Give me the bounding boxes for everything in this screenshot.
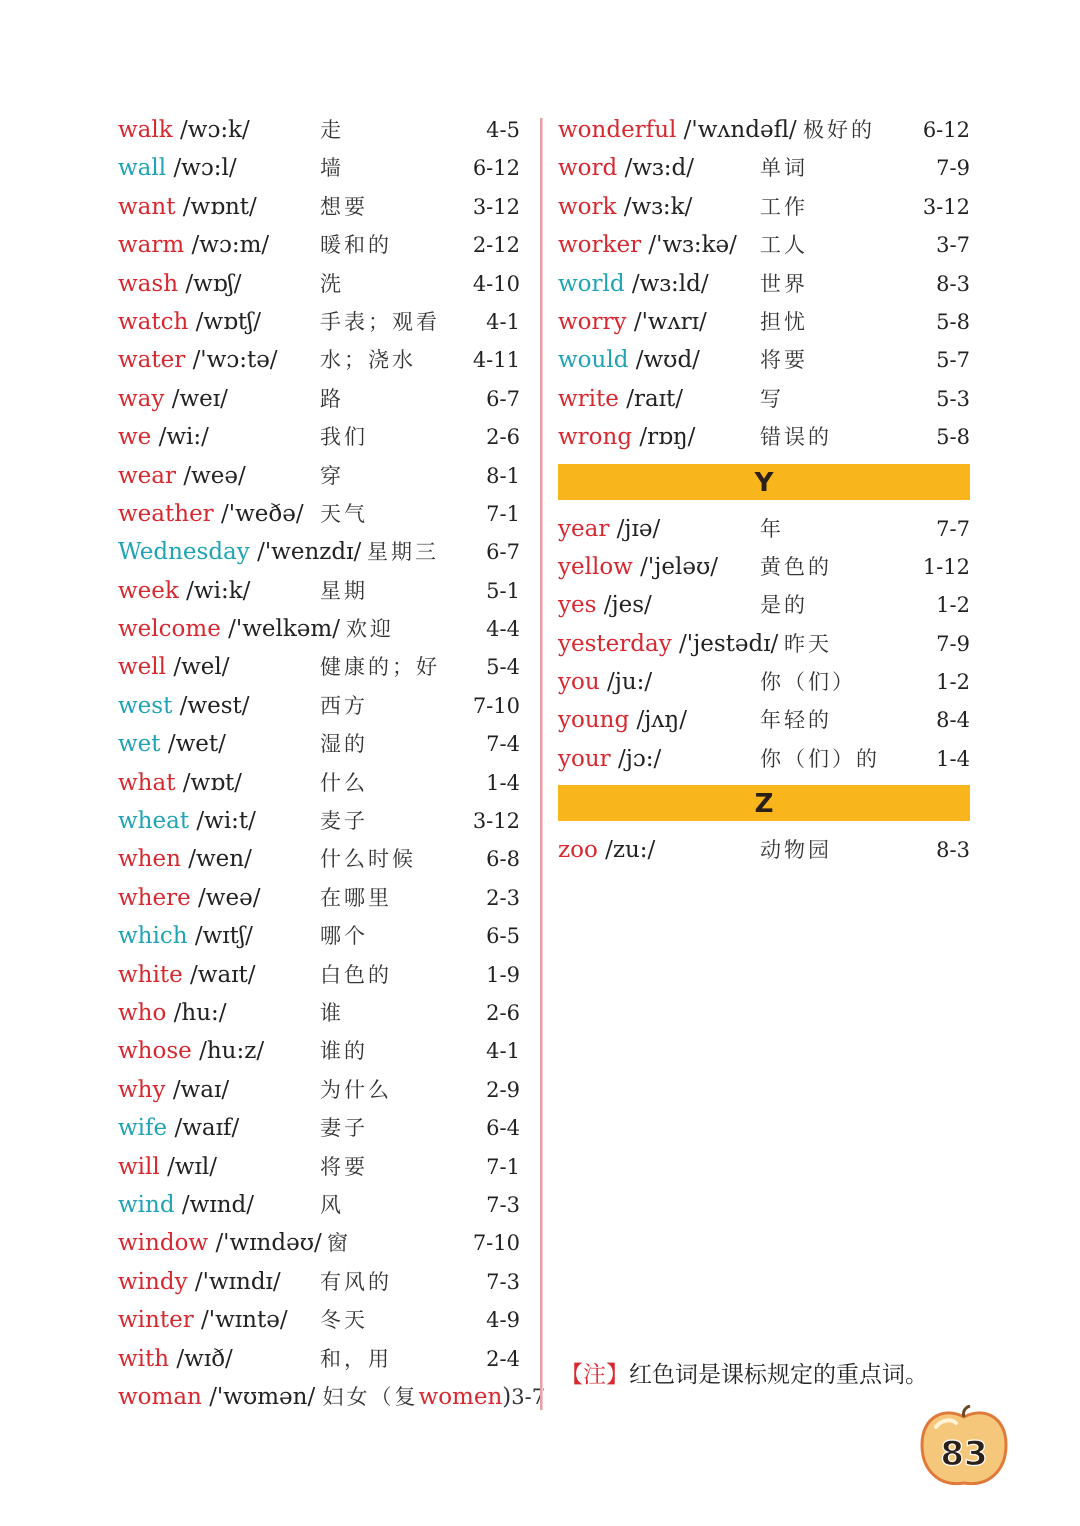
footnote <box>560 1356 928 1389</box>
entry-unit: 4-1 <box>486 1039 520 1064</box>
entry-meaning: 你（们） <box>760 670 856 695</box>
entry-word: winter <box>118 1307 194 1334</box>
entry-ipa: /'jeləʊ/ <box>640 553 718 580</box>
entry-meaning: 想要 <box>320 194 368 219</box>
footnote-bracket: 【注】 <box>560 1362 629 1388</box>
entry-unit: 8-3 <box>936 271 970 296</box>
entry-word: white <box>118 961 183 988</box>
entry-word: you <box>558 669 600 696</box>
entry-word: year <box>558 515 610 542</box>
vocab-entry <box>118 1109 520 1147</box>
entry-ipa: /wɪtʃ/ <box>194 923 253 950</box>
entry-unit: 7-7 <box>936 516 970 541</box>
entry-ipa: /wet/ <box>167 731 226 758</box>
vocab-entry <box>558 226 970 264</box>
entry-unit: 7-9 <box>936 156 970 181</box>
entry-word: wrong <box>558 424 633 451</box>
vocab-entry <box>118 725 520 763</box>
vocab-entry <box>118 226 520 264</box>
entry-unit: 4-4 <box>486 617 520 642</box>
entry-word: window <box>118 1230 209 1257</box>
entry-ipa: /jɪə/ <box>616 515 661 542</box>
entry-word: wet <box>118 731 161 758</box>
entry-unit: 6-7 <box>486 540 520 565</box>
entry-unit: 6-5 <box>486 924 520 949</box>
vocab-entry-woman <box>118 1378 546 1416</box>
entry-paren-close: ) <box>502 1383 512 1410</box>
entry-unit: 3-12 <box>472 194 520 219</box>
vocab-entry <box>118 188 520 226</box>
entry-ipa: /'wɪndəʊ/ <box>215 1230 322 1257</box>
entry-word: young <box>558 707 630 734</box>
letter-header-z: Z <box>558 785 970 821</box>
entry-word: wear <box>118 462 177 489</box>
footnote-text: 红色词是课标规定的重点词。 <box>629 1362 928 1388</box>
entry-unit: 1-9 <box>486 962 520 987</box>
entry-unit: 6-12 <box>472 156 520 181</box>
entry-ipa: /'wʌrɪ/ <box>633 308 707 335</box>
entry-word: we <box>118 424 152 451</box>
entry-word: when <box>118 846 181 873</box>
entry-meaning: 单词 <box>760 156 808 181</box>
vocab-entry <box>558 831 970 869</box>
entry-meaning: 西方 <box>320 693 368 718</box>
entry-ipa: /wi:/ <box>158 424 209 451</box>
entry-ipa: /hu:/ <box>173 999 227 1026</box>
entry-meaning: 天气 <box>320 501 368 526</box>
entry-word: with <box>118 1345 170 1372</box>
entry-unit: 4-11 <box>472 348 520 373</box>
entry-meaning: 什么时候 <box>320 847 416 872</box>
entry-meaning: 路 <box>320 386 344 411</box>
entry-meaning: 为什么 <box>320 1077 392 1102</box>
entry-meaning: 星期三 <box>367 540 439 565</box>
entry-unit: 5-4 <box>486 655 520 680</box>
entry-unit: 3-12 <box>922 194 970 219</box>
vocab-entry <box>118 1224 520 1262</box>
entry-meaning: 白色的 <box>320 962 392 987</box>
entry-unit: 6-4 <box>486 1116 520 1141</box>
entry-meaning: 妻子 <box>320 1116 368 1141</box>
entry-ipa: /weə/ <box>183 462 246 489</box>
entry-meaning: 在哪里 <box>320 885 392 910</box>
entry-ipa: /'wɔ:tə/ <box>192 347 278 374</box>
entry-meaning: 昨天 <box>784 631 832 656</box>
vocab-entry <box>558 548 970 586</box>
entry-ipa: /'weðə/ <box>221 500 304 527</box>
entry-word: weather <box>118 500 214 527</box>
entry-meaning: 极好的 <box>803 118 875 142</box>
entry-word: wife <box>118 1115 168 1142</box>
entry-ipa: /'wɪndɪ/ <box>194 1268 281 1295</box>
vocab-entry <box>118 380 520 418</box>
entry-meaning: 黄色的 <box>760 554 832 579</box>
entry-word: water <box>118 347 186 374</box>
vocab-entry <box>558 418 970 456</box>
entry-word: want <box>118 193 176 220</box>
entry-unit: 2-12 <box>472 233 520 258</box>
entry-unit: 7-1 <box>486 1154 520 1179</box>
vocab-entry <box>118 1340 520 1378</box>
entry-ipa: /wɒtʃ/ <box>195 308 262 335</box>
entry-ipa: /zu:/ <box>605 837 656 864</box>
vocab-entry <box>118 840 520 878</box>
entry-meaning: 水；浇水 <box>320 348 416 373</box>
entry-ipa: /jɔ:/ <box>617 745 662 772</box>
entry-meaning: 手表；观看 <box>320 309 440 334</box>
entry-ipa: /'wɪntə/ <box>201 1307 288 1334</box>
vocab-entry <box>118 687 520 725</box>
entry-unit: 4-9 <box>486 1308 520 1333</box>
entry-ipa: /jʌŋ/ <box>636 707 687 734</box>
vocab-entry <box>558 341 970 379</box>
vocab-entry <box>118 764 520 802</box>
entry-meaning: 穿 <box>320 463 344 488</box>
vocab-entry <box>118 879 520 917</box>
entry-meaning: 工作 <box>760 194 808 219</box>
entry-meaning: 暖和的 <box>320 233 392 258</box>
entry-ipa: /hu:z/ <box>199 1038 265 1065</box>
entry-word: way <box>118 385 165 412</box>
entry-ipa: /jes/ <box>603 592 652 619</box>
entry-ipa: /wɔ:m/ <box>191 232 270 259</box>
entry-word: who <box>118 999 167 1026</box>
entry-meaning: 担忧 <box>760 309 808 334</box>
entry-meaning: 我们 <box>320 425 368 450</box>
entry-ipa: /wɒnt/ <box>182 193 257 220</box>
entry-word: which <box>118 923 188 950</box>
entry-word: welcome <box>118 616 221 643</box>
entry-ipa: /waɪf/ <box>174 1115 240 1142</box>
entry-unit: 2-6 <box>486 1000 520 1025</box>
entry-word: yesterday <box>558 630 672 657</box>
entry-ipa: /wɔ:k/ <box>180 117 250 143</box>
vocab-entry <box>558 663 970 701</box>
vocab-entry <box>558 188 970 226</box>
vocab-entry <box>558 380 970 418</box>
entry-meaning: 有风的 <box>320 1269 392 1294</box>
entry-ipa: /wɔ:l/ <box>173 155 237 182</box>
vocab-entry <box>118 610 520 648</box>
entry-word: where <box>118 884 191 911</box>
entry-unit: 8-1 <box>486 463 520 488</box>
entry-meaning <box>323 1384 512 1410</box>
entry-unit: 7-3 <box>486 1269 520 1294</box>
column-divider <box>540 118 543 1410</box>
entry-meaning: 写 <box>760 386 784 411</box>
vocab-entry <box>118 533 520 571</box>
entry-ipa: /rɒŋ/ <box>639 424 696 451</box>
vocab-entry <box>118 1071 520 1109</box>
vocab-entry <box>118 265 520 303</box>
entry-unit: 3-7 <box>511 1384 546 1409</box>
entry-word: word <box>558 155 618 182</box>
entry-meaning: 年轻的 <box>760 708 832 733</box>
entry-ipa: /wi:k/ <box>186 577 251 604</box>
entry-word: your <box>558 745 611 772</box>
apple-page-badge <box>916 1405 1012 1491</box>
entry-ipa: /wʊd/ <box>635 347 700 374</box>
entry-unit: 5-8 <box>936 309 970 334</box>
vocab-entry <box>118 956 520 994</box>
vocab-entry <box>118 495 520 533</box>
entry-word: wash <box>118 270 179 297</box>
entry-ipa: /ju:/ <box>606 669 653 696</box>
entry-meaning: 工人 <box>760 233 808 258</box>
vocab-entry <box>118 149 520 187</box>
entry-unit: 6-7 <box>486 386 520 411</box>
entry-unit: 4-1 <box>486 309 520 334</box>
entry-word: walk <box>118 117 173 143</box>
entry-meaning: 和，用 <box>320 1346 392 1371</box>
entry-meaning: 星期 <box>320 578 368 603</box>
entry-word: worry <box>558 308 627 335</box>
entry-ipa: /wɪnd/ <box>181 1191 254 1218</box>
entry-meaning: 欢迎 <box>346 617 394 642</box>
entry-ipa: /'wenzdɪ/ <box>257 539 362 566</box>
entry-unit: 7-10 <box>472 1231 520 1256</box>
entry-meaning: 谁的 <box>320 1039 368 1064</box>
page-number: 83 <box>940 1434 988 1474</box>
entry-meaning: 谁 <box>320 1000 344 1025</box>
entry-unit: 5-3 <box>936 386 970 411</box>
vocab-entry <box>118 457 520 495</box>
right-y-entries <box>558 510 970 779</box>
vocab-entry <box>558 265 970 303</box>
entry-meaning: 风 <box>320 1192 344 1217</box>
entry-word: west <box>118 692 173 719</box>
entry-meaning: 是的 <box>760 593 808 618</box>
vocab-entry <box>118 994 520 1032</box>
entry-meaning: 将要 <box>320 1154 368 1179</box>
vocab-entry <box>558 701 970 739</box>
entry-meaning: 你（们）的 <box>760 746 880 771</box>
entry-ipa: /west/ <box>179 692 250 719</box>
entry-unit: 1-12 <box>922 554 970 579</box>
vocab-entry <box>118 802 520 840</box>
entry-meaning: 麦子 <box>320 809 368 834</box>
entry-word: week <box>118 577 179 604</box>
entry-unit: 3-12 <box>472 809 520 834</box>
entry-unit: 7-1 <box>486 501 520 526</box>
entry-unit: 5-8 <box>936 425 970 450</box>
entry-word: whose <box>118 1038 192 1065</box>
entry-unit: 5-7 <box>936 348 970 373</box>
entry-unit: 1-2 <box>936 670 970 695</box>
entry-meaning-text: 妇女（复 <box>322 1384 419 1409</box>
entry-ipa: /wɜ:ld/ <box>631 270 709 297</box>
entry-ipa: /'welkəm/ <box>228 616 340 643</box>
entry-word: watch <box>118 308 189 335</box>
vocab-entry <box>118 917 520 955</box>
entry-word: write <box>558 385 619 412</box>
entry-word: work <box>558 193 617 220</box>
entry-unit: 8-4 <box>936 708 970 733</box>
entry-word: well <box>118 654 167 681</box>
entry-unit: 1-4 <box>936 746 970 771</box>
entry-meaning: 年 <box>760 516 784 541</box>
entry-unit: 7-4 <box>486 732 520 757</box>
vocab-entry <box>118 1148 520 1186</box>
entry-meaning: 走 <box>320 118 344 142</box>
entry-meaning: 冬天 <box>320 1308 368 1333</box>
vocab-column-right <box>558 111 970 870</box>
entry-unit: 2-6 <box>486 425 520 450</box>
entry-ipa: /wɒʃ/ <box>185 270 242 297</box>
vocab-entry <box>118 418 520 456</box>
entry-unit: 8-3 <box>936 838 970 863</box>
entry-unit: 6-12 <box>922 118 970 142</box>
vocab-entry <box>118 303 520 341</box>
entry-word: why <box>118 1076 166 1103</box>
entry-unit: 2-3 <box>486 885 520 910</box>
vocab-entry <box>558 149 970 187</box>
entry-unit: 4-5 <box>486 118 520 142</box>
vocab-entry <box>118 341 520 379</box>
entry-meaning: 世界 <box>760 271 808 296</box>
entry-meaning: 将要 <box>760 348 808 373</box>
entry-unit: 3-7 <box>936 233 970 258</box>
vocab-entry <box>558 625 970 663</box>
entry-ipa: /wɪð/ <box>176 1345 233 1372</box>
entry-unit: 1-4 <box>486 770 520 795</box>
entry-ipa: /weə/ <box>198 884 261 911</box>
entry-word: Wednesday <box>118 539 250 566</box>
entry-unit: 5-1 <box>486 578 520 603</box>
entry-word: yes <box>558 592 597 619</box>
entry-ipa: /wɒt/ <box>182 769 242 796</box>
entry-word: zoo <box>558 837 598 864</box>
entry-unit: 7-9 <box>936 631 970 656</box>
entry-word: warm <box>118 232 185 259</box>
entry-word: windy <box>118 1268 188 1295</box>
left-entries <box>118 111 520 1378</box>
entry-word: wonderful <box>558 117 677 143</box>
vocab-entry <box>118 1301 520 1339</box>
entry-meaning: 窗 <box>327 1231 351 1256</box>
entry-ipa: /raɪt/ <box>626 385 684 412</box>
entry-word: yellow <box>558 553 633 580</box>
entry-ipa: /waɪt/ <box>190 961 256 988</box>
letter-header-y: Y <box>558 464 970 500</box>
entry-meaning: 什么 <box>320 770 368 795</box>
entry-word: wheat <box>118 808 190 835</box>
entry-unit: 1-2 <box>936 593 970 618</box>
entry-ipa: /wɜ:d/ <box>624 155 694 182</box>
entry-word: what <box>118 769 176 796</box>
vocab-column-left <box>118 111 546 1416</box>
entry-ipa: /'wɜ:kə/ <box>648 232 737 259</box>
entry-meaning: 洗 <box>320 271 344 296</box>
entry-word: worker <box>558 232 642 259</box>
entry-ipa: /weɪ/ <box>171 385 228 412</box>
entry-ipa: /'wʌndəfl/ <box>683 117 797 143</box>
entry-unit: 2-4 <box>486 1346 520 1371</box>
entry-word: wind <box>118 1191 175 1218</box>
entry-ipa: /wɪl/ <box>167 1153 217 1180</box>
vocab-entry <box>118 648 520 686</box>
vocab-entry <box>118 1263 520 1301</box>
entry-plural: women <box>418 1383 503 1410</box>
entry-ipa: /wen/ <box>188 846 252 873</box>
vocab-entry <box>558 740 970 778</box>
entry-word: will <box>118 1153 160 1180</box>
entry-meaning: 墙 <box>320 156 344 181</box>
right-z-entries <box>558 831 970 869</box>
entry-meaning: 湿的 <box>320 732 368 757</box>
vocab-entry <box>558 586 970 624</box>
entry-unit: 4-10 <box>472 271 520 296</box>
entry-ipa: /'jestədɪ/ <box>679 630 779 657</box>
entry-word: woman <box>118 1383 202 1410</box>
entry-meaning: 健康的；好 <box>320 655 440 680</box>
entry-ipa: /wɜ:k/ <box>623 193 693 220</box>
entry-unit: 6-8 <box>486 847 520 872</box>
entry-word: world <box>558 270 625 297</box>
entry-unit: 2-9 <box>486 1077 520 1102</box>
right-w-entries <box>558 111 970 457</box>
vocab-entry <box>118 572 520 610</box>
entry-meaning: 动物园 <box>760 838 832 863</box>
vocab-entry <box>118 1032 520 1070</box>
entry-meaning: 错误的 <box>760 425 832 450</box>
entry-meaning: 哪个 <box>320 924 368 949</box>
vocab-entry <box>558 510 970 548</box>
entry-ipa: /waɪ/ <box>172 1076 230 1103</box>
vocab-entry <box>558 303 970 341</box>
entry-unit: 7-10 <box>472 693 520 718</box>
entry-ipa: /wi:t/ <box>196 808 256 835</box>
entry-ipa: /wel/ <box>173 654 230 681</box>
vocab-entry <box>558 111 970 149</box>
entry-word: would <box>558 347 629 374</box>
entry-ipa: /'wʊmən/ <box>209 1383 316 1410</box>
entry-unit: 7-3 <box>486 1192 520 1217</box>
vocab-entry <box>118 111 520 149</box>
entry-word: wall <box>118 155 167 182</box>
vocab-entry <box>118 1186 520 1224</box>
